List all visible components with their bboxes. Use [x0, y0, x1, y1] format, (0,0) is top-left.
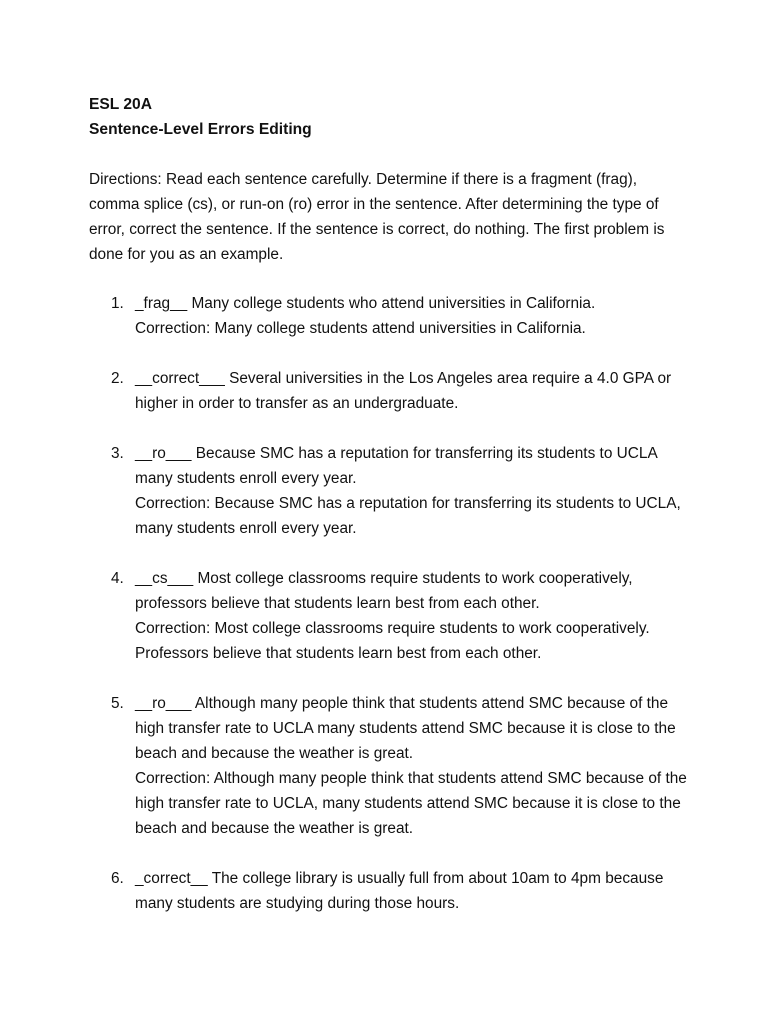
problem-item-6 — [89, 866, 689, 916]
problem-item-5 — [89, 691, 689, 841]
problem-number: 6. — [111, 870, 124, 887]
problem-sentence: __cs___ Most college classrooms require students to work cooperatively, professors believe that students learn best from each other. — [135, 570, 633, 612]
problem-number: 1. — [111, 295, 124, 312]
problem-number: 4. — [111, 570, 124, 587]
problem-sentence: _correct__ The college library is usually full from about 10am to 4pm because many students are studying during those hours. — [135, 870, 664, 912]
problem-correction: Correction: Most college classrooms require students to work cooperatively. Professors believe that students learn best from each other. — [135, 620, 650, 662]
problem-item-1 — [89, 291, 689, 341]
document-title: Sentence-Level Errors Editing — [89, 121, 312, 138]
document-page — [89, 90, 689, 941]
problem-item-4 — [89, 566, 689, 666]
problem-number: 5. — [111, 695, 124, 712]
problem-item-2 — [89, 366, 689, 416]
problem-number: 2. — [111, 370, 124, 387]
problem-correction: Correction: Many college students attend universities in California. — [135, 320, 586, 337]
course-code: ESL 20A — [89, 96, 152, 113]
problem-sentence: _frag__ Many college students who attend universities in California. — [135, 295, 596, 312]
problem-list — [89, 291, 689, 916]
directions-text: Directions: Read each sentence carefully. Determine if there is a fragment (frag), comma splice (cs), or run-on (ro) error in the sentence. After determining the type of error, correct the sentence. If the sentence is correct, do nothing. The first problem is done for you as an example. — [89, 171, 665, 263]
problem-sentence: __ro___ Because SMC has a reputation for transferring its students to UCLA many students enroll every year. — [135, 445, 657, 487]
problem-correction: Correction: Although many people think that students attend SMC because of the high transfer rate to UCLA, many students attend SMC because it is close to the beach and because the weather is great. — [135, 770, 687, 837]
problem-sentence: __correct___ Several universities in the Los Angeles area require a 4.0 GPA or higher in order to transfer as an undergraduate. — [135, 370, 672, 412]
problem-number: 3. — [111, 445, 124, 462]
problem-sentence: __ro___ Although many people think that students attend SMC because of the high transfer rate to UCLA many students attend SMC because it is close to the beach and because the weather is great. — [135, 695, 676, 762]
problem-item-3 — [89, 441, 689, 541]
problem-correction: Correction: Because SMC has a reputation for transferring its students to UCLA, many students enroll every year. — [135, 495, 681, 537]
